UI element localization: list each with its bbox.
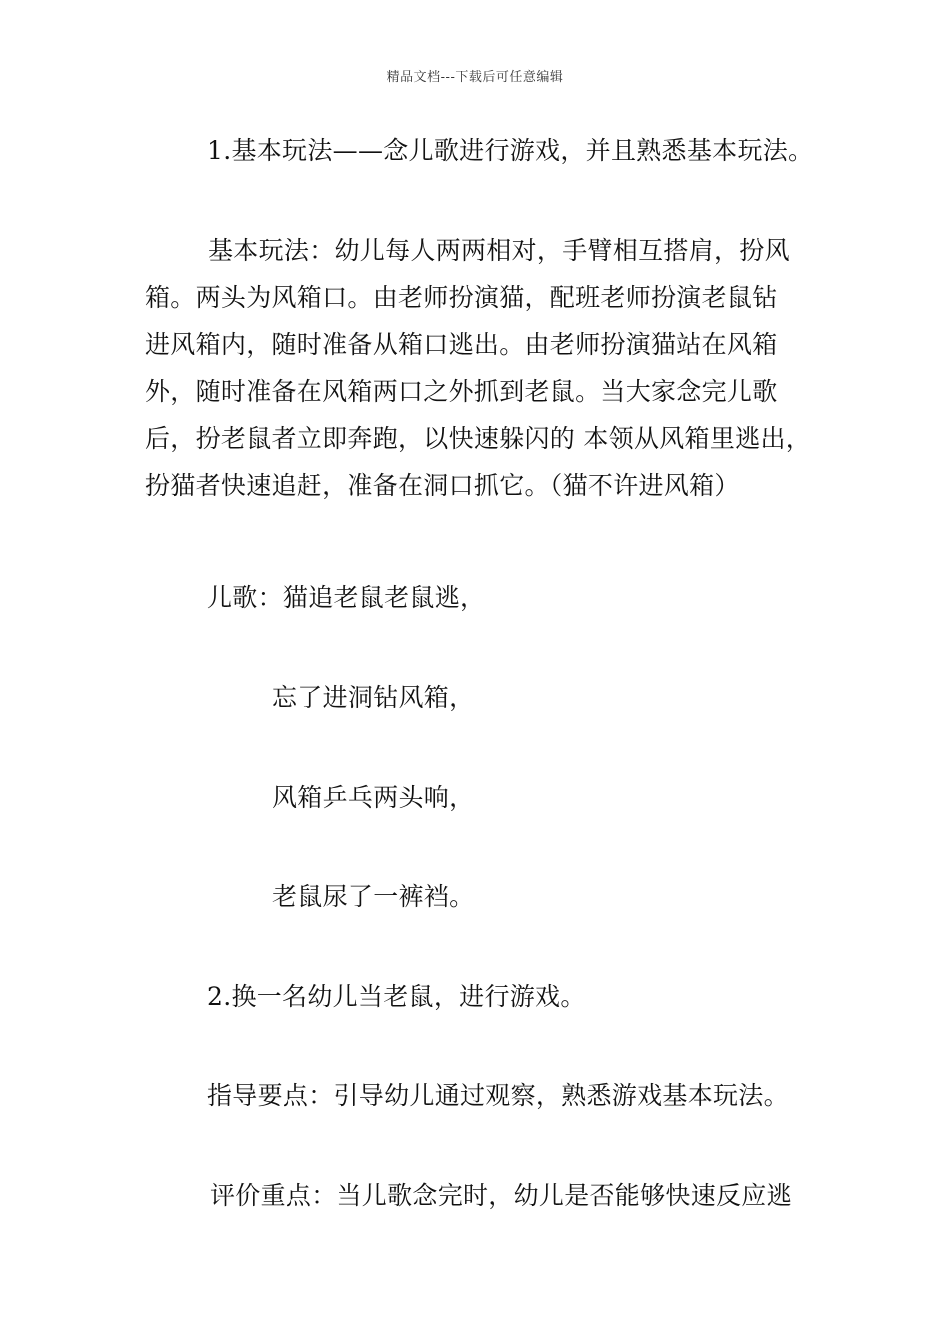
paragraph-line: 基本玩法：幼儿每人两两相对，手臂相互搭肩，扮风 [208,236,790,265]
paragraph-line: 外，随时准备在风箱两口之外抓到老鼠。当大家念完儿歌 [145,377,778,406]
rhyme-line-3: 风箱乒乓两头响， [272,783,475,812]
section-1-title: 1.基本玩法——念儿歌进行游戏，并且熟悉基本玩法。 [207,136,814,165]
evaluation-points: 评价重点：当儿歌念完时，幼儿是否能够快速反应逃 [210,1181,792,1210]
rhyme-line-2: 忘了进洞钻风箱， [272,683,475,712]
rhyme-line-1: 儿歌：猫追老鼠老鼠逃， [207,583,486,612]
paragraph-line: 进风箱内，随时准备从箱口逃出。由老师扮演猫站在风箱 [145,330,778,359]
paragraph-line: 箱。两头为风箱口。由老师扮演猫，配班老师扮演老鼠钻 [145,283,778,312]
paragraph-line: 扮猫者快速追赶，准备在洞口抓它。（猫不许进风箱） [145,471,740,500]
page-header: 精品文档---下载后可任意编辑 [386,70,564,85]
paragraph-line: 后，扮老鼠者立即奔跑，以快速躲闪的 本领从风箱里逃出， [145,424,812,453]
rules-paragraph [145,227,815,509]
guidance-points: 指导要点：引导幼儿通过观察，熟悉游戏基本玩法。 [207,1081,789,1110]
rhyme-line-4: 老鼠尿了一裤裆。 [272,882,475,911]
section-2-title: 2.换一名幼儿当老鼠，进行游戏。 [207,982,586,1011]
